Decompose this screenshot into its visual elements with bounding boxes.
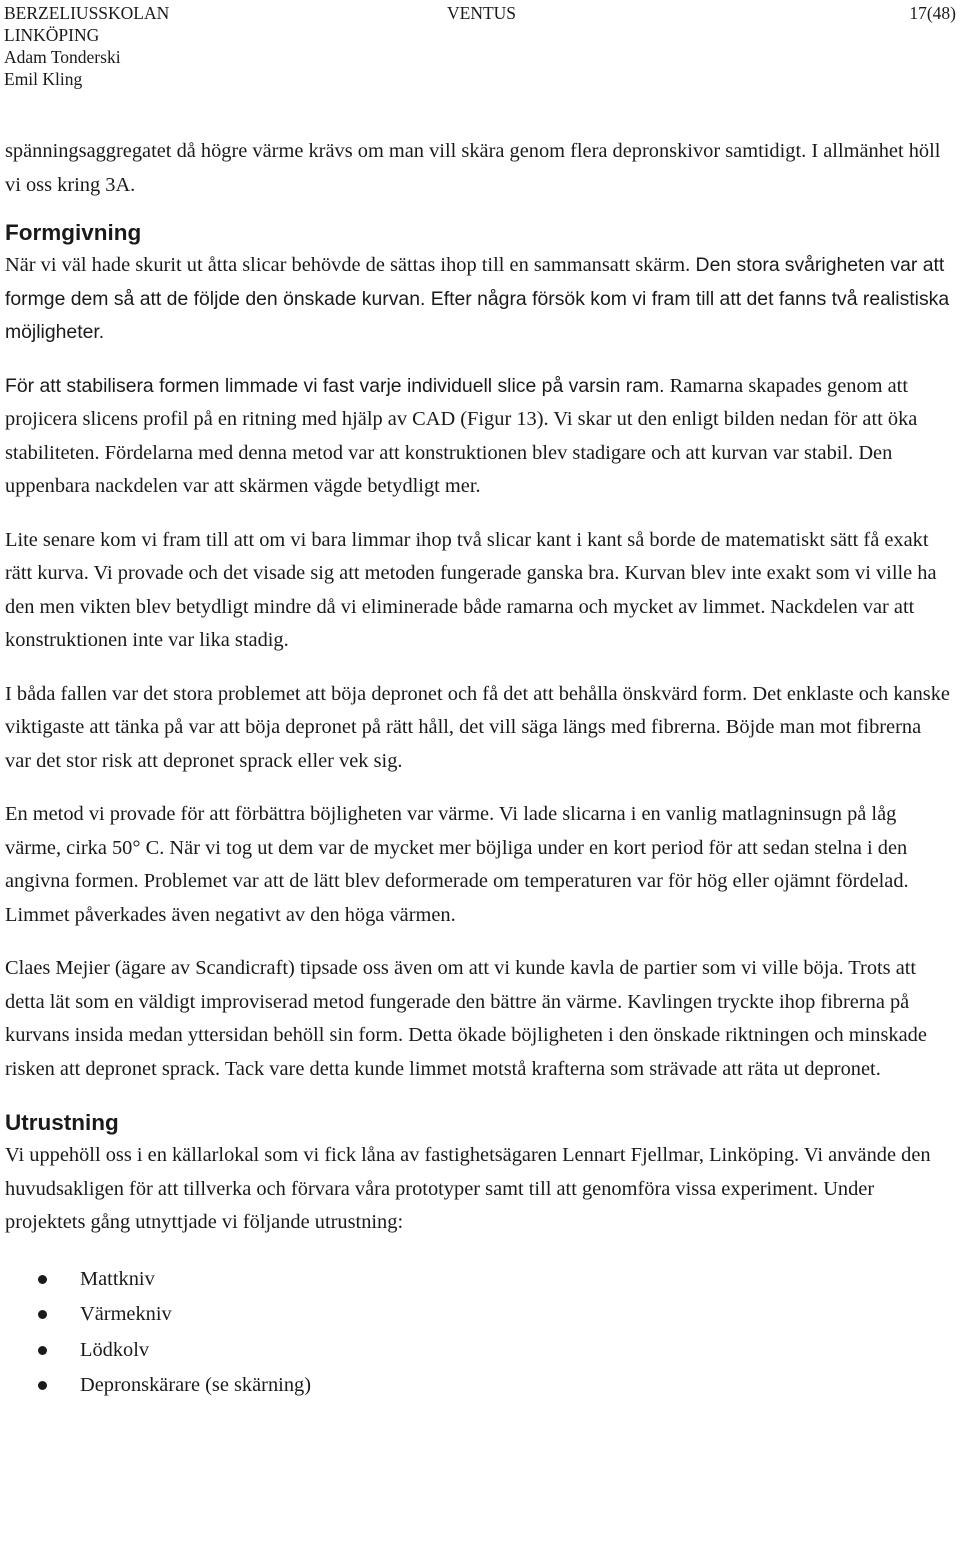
header-author-block xyxy=(4,2,264,90)
bullet-icon xyxy=(38,1310,47,1319)
bullet-icon xyxy=(38,1381,47,1390)
header-school: BERZELIUSSKOLAN xyxy=(4,3,170,23)
paragraph-continued: spänningsaggregatet då högre värme krävs om man vill skära genom flera depronskivor samtidigt. I allmänhet höll vi oss kring 3A. xyxy=(5,140,941,196)
header-city: LINKÖPING xyxy=(4,25,100,45)
equipment-item-label: Lödkolv xyxy=(80,1338,150,1361)
paragraph-bojning: I båda fallen var det stora problemet att böja depronet och få det att behålla önskvärd form. Det enklaste och kanske viktigaste att tänka på var att böja depronet på rätt håll, det vill säga längs med fibrerna. Böjde man mot fibrerna var det stor risk att depronet sprack eller vek sig. xyxy=(5,682,950,772)
equipment-item-label: Värmekniv xyxy=(80,1303,172,1325)
bullet-icon xyxy=(38,1275,47,1284)
header-page-number: 17(48) xyxy=(909,3,956,23)
list-item xyxy=(5,1333,950,1369)
list-item xyxy=(5,1262,950,1298)
list-item xyxy=(5,1297,950,1333)
equipment-item-label: Depronskärare (se skärning) xyxy=(80,1374,311,1396)
paragraph-ramar-sans: För att stabilisera formen limmade vi fast varje individuell slice på varsin ram. xyxy=(5,374,665,397)
list-item xyxy=(5,1368,950,1404)
paragraph-formgivning-serif-2: Den stora xyxy=(690,254,780,276)
paragraph-utrustning: Vi uppehöll oss i en källarlokal som vi fick låna av fastighetsägaren Lennart Fjellmar, Linköping. Vi använde den huvudsakligen för att tillverka och förvara våra prototyper samt till att genomföra vissa experiment. Under projektets gång utnyttjade vi följande utrustning: xyxy=(5,1144,931,1233)
paragraph-ramar-serif: Ramarna skapades genom att projicera slicens profil på en ritning med hjälp av CAD (Figur 13). Vi skar ut den enligt bilden nedan för att öka stabiliteten. Fördelarna med denna metod var att konstruktionen blev stadigare och att kurvan var stabil. Den uppenbara nackdelen var att skärmen vägde betydligt mer. xyxy=(5,374,918,497)
paragraph-formgivning-sans: svårigheten var att formge dem så att de följde den önskade kurvan. Efter några försök kom vi fram till att det fanns två realistiska möjligheter. xyxy=(5,254,950,343)
paragraph-kavling: Claes Mejier (ägare av Scandicraft) tipsade oss även om att vi kunde kavla de partier som vi ville böja. Trots att detta lät som en väldigt improviserad metod fungerade den bättre än värme. Kavlingen tryckte ihop fibrerna på kurvans insida medan yttersidan behöll sin form. Detta ökade böjligheten i den önskade riktningen och minskade risken att depronet sprack. Tack vare detta kunde limmet motstå krafterna som strävade att räta ut depronet. xyxy=(5,957,927,1080)
header-author-1: Adam Tonderski xyxy=(4,47,121,67)
equipment-list xyxy=(5,1262,950,1404)
header-author-2: Emil Kling xyxy=(4,69,83,89)
header-project-title: VENTUS xyxy=(447,3,517,23)
equipment-item-label: Mattkniv xyxy=(80,1267,155,1290)
paragraph-varme: En metod vi provade för att förbättra böjligheten var värme. Vi lade slicarna i en vanlig matlagninsugn på låg värme, cirka 50° C. När vi tog ut dem var de mycket mer böjliga under en kort period för att sedan stelna i den angivna formen. Problemet var att de lätt blev deformerade om temperaturen var för hög eller ojämnt fördelad. Limmet påverkades även negativt av den höga värmen. xyxy=(5,803,909,926)
paragraph-ramar xyxy=(5,370,950,504)
paragraph-formgivning-serif: När vi väl hade skurit ut åtta slicar behövde de sättas ihop till en sammansatt skärm. xyxy=(5,254,691,276)
heading-formgivning: Formgivning xyxy=(5,220,142,245)
document-body xyxy=(5,135,950,1404)
heading-utrustning: Utrustning xyxy=(5,1110,119,1135)
paragraph-formgivning-intro xyxy=(5,249,950,350)
paragraph-kant-i-kant: Lite senare kom vi fram till att om vi bara limmar ihop två slicar kant i kant så borde de matematiskt sätt få exakt rätt kurva. Vi provade och det visade sig att metoden fungerade ganska bra. Kurvan blev inte exakt som vi ville ha den men vikten blev betydligt mindre då vi eliminerade både ramarna och mycket av limmet. Nackdelen var att konstruktionen inte var lika stadig. xyxy=(5,528,937,651)
bullet-icon xyxy=(38,1346,47,1355)
